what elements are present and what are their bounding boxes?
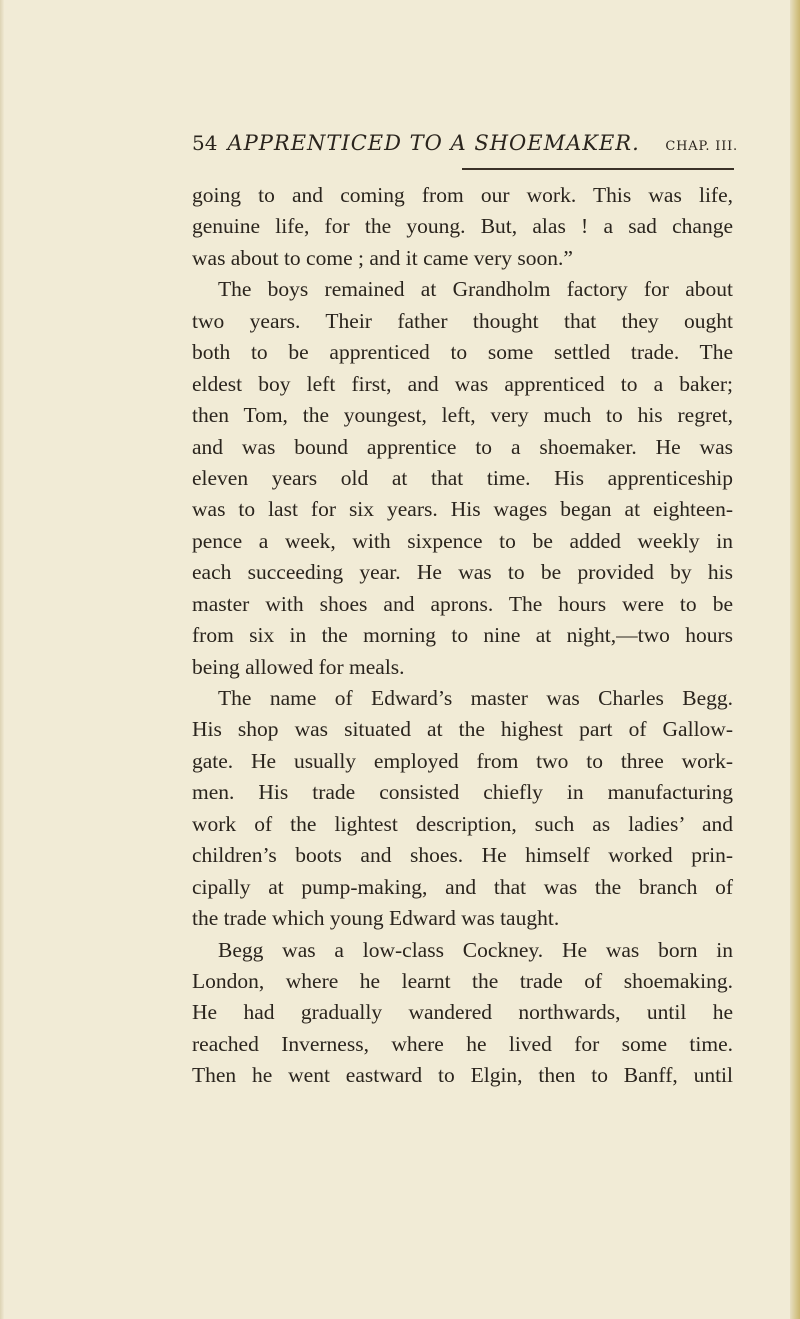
text-line: going to and coming from our work. This was life, [192, 183, 733, 207]
text-line: being allowed for meals. [192, 654, 405, 679]
text-line: men. His trade consisted chiefly in manufacturing [192, 780, 733, 805]
text-line: was to last for six years. His wages began at eighteen- [192, 497, 733, 522]
header-rule [462, 168, 734, 170]
running-title: APPRENTICED TO A SHOEMAKER. [227, 131, 640, 155]
page-right-edge [790, 0, 800, 1319]
text-line: His shop was situated at the highest part of Gallow- [192, 717, 733, 742]
text-line: then Tom, the youngest, left, very much to his regret, [192, 403, 733, 428]
text-line: genuine life, for the young. But, alas ! a sad change [192, 214, 733, 239]
text-line: London, where he learnt the trade of shoemaking. [192, 968, 733, 993]
text-line: master with shoes and aprons. The hours were to be [192, 591, 733, 616]
text-line: and was bound apprentice to a shoemaker. He was [192, 434, 733, 459]
text-line: He had gradually wandered northwards, until he [192, 1000, 733, 1025]
text-line: The boys remained at Grandholm factory for about [218, 277, 733, 302]
running-head [192, 131, 738, 165]
text-line: eleven years old at that time. His apprenticeship [192, 465, 733, 490]
text-line: two years. Their father thought that they ought [192, 308, 733, 333]
text-line: the trade which young Edward was taught. [192, 906, 560, 931]
chapter-reference: CHAP. III. [665, 139, 738, 154]
text-line: Begg was a low-class Cockney. He was born in [218, 937, 733, 962]
text-line: each succeeding year. He was to be provided by his [192, 560, 733, 585]
text-line: cipally at pump-making, and that was the branch of [192, 874, 733, 899]
text-line: gate. He usually employed from two to three work- [192, 748, 733, 773]
text-line: reached Inverness, where he lived for some time. [192, 1031, 733, 1056]
text-line: work of the lightest description, such as ladies’ and [192, 811, 733, 836]
text-line: The name of Edward’s master was Charles Begg. [218, 686, 733, 710]
page-number: 54 [192, 131, 218, 155]
text-line: children’s boots and shoes. He himself worked prin- [192, 843, 733, 868]
page-left-edge [0, 0, 4, 1319]
text-line: was about to come ; and it came very soon.” [192, 245, 573, 270]
text-line: eldest boy left first, and was apprenticed to a baker; [192, 371, 733, 396]
text-line: Then he went eastward to Elgin, then to Banff, until [192, 1063, 733, 1088]
text-line: both to be apprenticed to some settled trade. The [192, 340, 733, 365]
text-line: from six in the morning to nine at night,—two hours [192, 623, 733, 648]
text-line: pence a week, with sixpence to be added weekly in [192, 528, 733, 553]
body-text [192, 180, 733, 1092]
